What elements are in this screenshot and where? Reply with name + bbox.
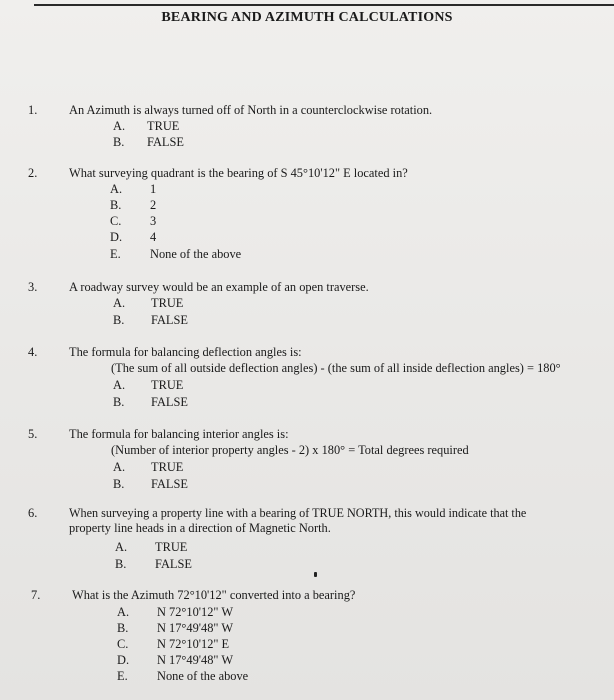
option-text: FALSE (151, 477, 188, 491)
option-text: None of the above (150, 247, 242, 261)
question-text: When surveying a property line with a bearing of TRUE NORTH, this would indicate that the (69, 506, 527, 520)
question-text: The formula for balancing interior angles is: (69, 427, 289, 441)
formula-text: (Number of interior property angles - 2) x 180° = Total degrees required (111, 443, 469, 457)
question-number: 5. (28, 427, 38, 441)
option-text: TRUE (155, 540, 188, 554)
option-letter: D. (117, 653, 130, 667)
question-text: What surveying quadrant is the bearing of S 45°10'12" E located in? (69, 166, 408, 180)
option-letter: A. (113, 296, 126, 310)
option-a[interactable] (113, 296, 183, 311)
option-letter: A. (113, 119, 126, 133)
stray-mark (314, 572, 317, 577)
question-number: 1. (28, 103, 38, 117)
option-letter: B. (117, 621, 129, 635)
option-b[interactable] (110, 198, 156, 213)
option-b[interactable] (113, 477, 188, 492)
option-text: FALSE (147, 135, 184, 149)
option-a[interactable] (115, 540, 187, 555)
option-text: 3 (150, 214, 157, 228)
option-letter: E. (110, 247, 121, 261)
option-b[interactable] (113, 395, 188, 410)
option-letter: B. (113, 313, 125, 327)
option-text: TRUE (151, 378, 184, 392)
option-letter: A. (115, 540, 128, 554)
option-d[interactable] (117, 653, 233, 668)
option-c[interactable] (110, 214, 156, 229)
option-a[interactable] (110, 182, 156, 197)
option-text: N 72°10'12" W (157, 605, 234, 619)
option-letter: B. (115, 557, 127, 571)
option-letter: B. (113, 477, 125, 491)
option-text: FALSE (155, 557, 192, 571)
option-e[interactable] (110, 247, 241, 262)
option-text: N 72°10'12" E (157, 637, 230, 651)
option-text: 2 (150, 198, 157, 212)
option-text: N 17°49'48" W (157, 653, 234, 667)
question-number: 4. (28, 345, 38, 359)
question-text: What is the Azimuth 72°10'12" converted into a bearing? (72, 588, 356, 602)
option-letter: A. (113, 460, 126, 474)
option-letter: A. (117, 605, 130, 619)
option-text: N 17°49'48" W (157, 621, 234, 635)
option-text: FALSE (151, 313, 188, 327)
option-text: None of the above (157, 669, 249, 683)
option-letter: E. (117, 669, 128, 683)
question-number: 6. (28, 506, 38, 520)
question-number: 7. (31, 588, 41, 602)
option-d[interactable] (110, 230, 156, 245)
option-b[interactable] (113, 135, 184, 150)
option-a[interactable] (113, 460, 183, 475)
option-letter: A. (110, 182, 123, 196)
option-b[interactable] (117, 621, 233, 636)
option-a[interactable] (113, 378, 183, 393)
option-letter: B. (110, 198, 122, 212)
question-text-continued: property line heads in a direction of Magnetic North. (69, 521, 331, 535)
formula-text: (The sum of all outside deflection angles) - (the sum of all inside deflection angles) = 180° (111, 361, 561, 375)
question-text: The formula for balancing deflection angles is: (69, 345, 302, 359)
option-letter: B. (113, 395, 125, 409)
question-number: 3. (28, 280, 38, 294)
option-c[interactable] (117, 637, 229, 652)
top-rule (34, 4, 614, 6)
option-letter: C. (110, 214, 122, 228)
option-letter: D. (110, 230, 123, 244)
option-text: TRUE (151, 460, 184, 474)
option-a[interactable] (117, 605, 233, 620)
option-letter: A. (113, 378, 126, 392)
option-text: 1 (150, 182, 157, 196)
option-letter: B. (113, 135, 125, 149)
option-letter: C. (117, 637, 129, 651)
question-text: An Azimuth is always turned off of North in a counterclockwise rotation. (69, 103, 433, 117)
option-b[interactable] (113, 313, 188, 328)
option-e[interactable] (117, 669, 248, 684)
page-title: BEARING AND AZIMUTH CALCULATIONS (161, 10, 453, 25)
option-b[interactable] (115, 557, 192, 572)
option-text: 4 (150, 230, 157, 244)
question-text: A roadway survey would be an example of an open traverse. (69, 280, 369, 294)
option-text: FALSE (151, 395, 188, 409)
question-number: 2. (28, 166, 38, 180)
option-a[interactable] (113, 119, 179, 134)
option-text: TRUE (151, 296, 184, 310)
option-text: TRUE (147, 119, 180, 133)
